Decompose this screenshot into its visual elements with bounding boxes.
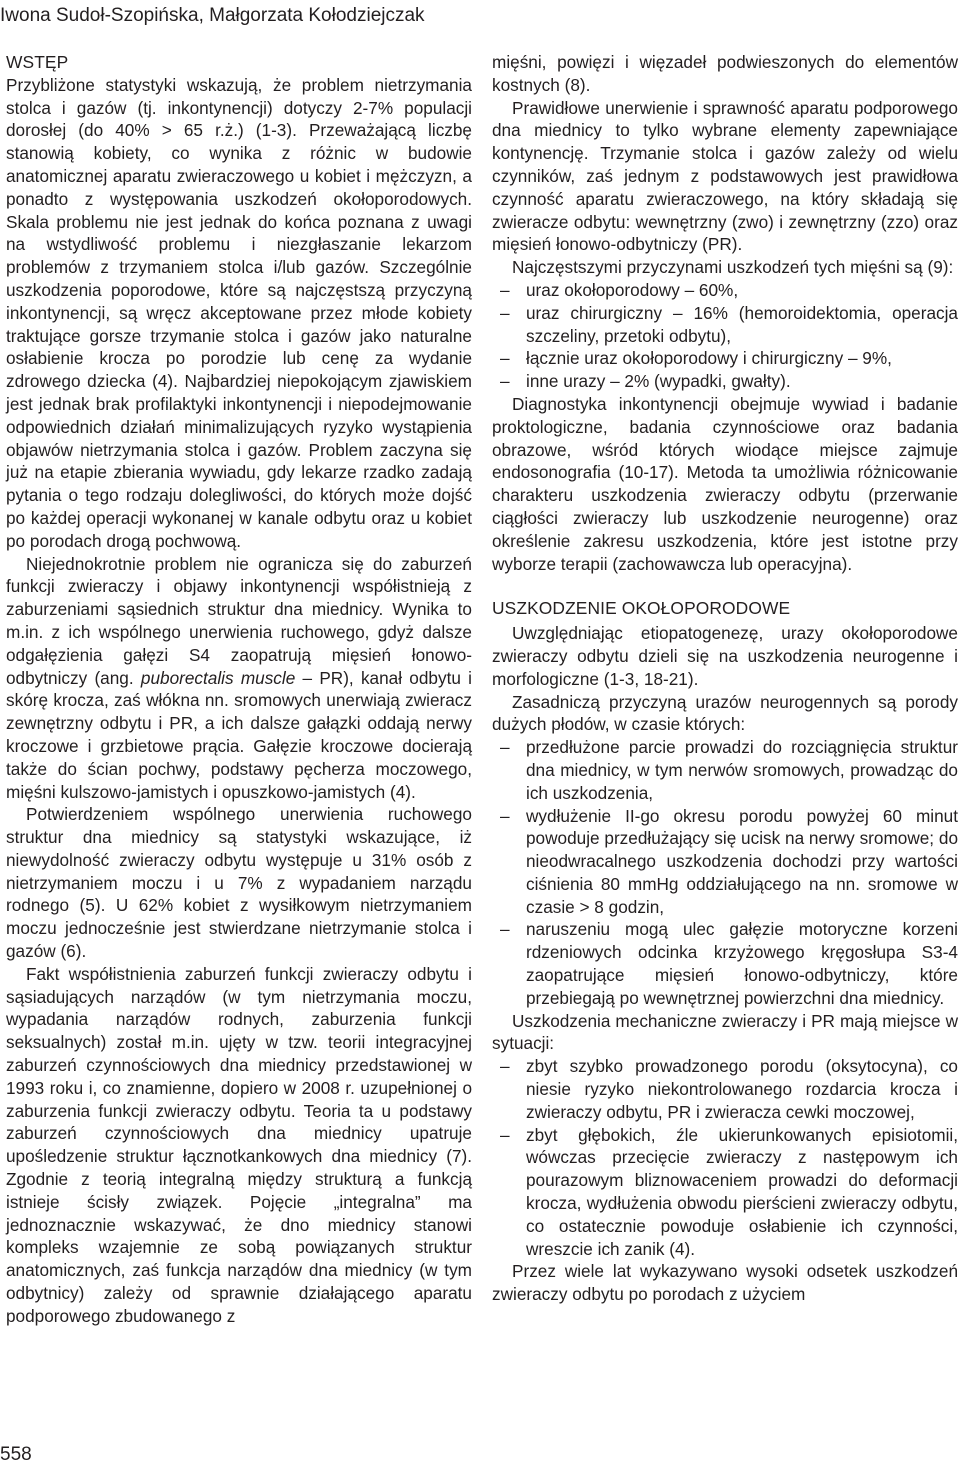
paragraph: Przez wiele lat wykazywano wysoki odsetek uszkodzeń zwieraczy odbytu po porodach z użyciem: [492, 1261, 958, 1305]
neurogenic-list: [492, 736, 958, 1010]
paragraph: Diagnostyka inkontynencji obejmuje wywiad i badanie proktologiczne, badania czynnościowe oraz badania obrazowe, wśród których wiodące miejsce zajmuje endosonografia (10-17). Metoda ta umożliwia różnicowanie charakteru uszkodzenia zwieraczy odbytu (przerwanie ciągłości zwieraczy lub uszkodzenie neurogenne) oraz określenie zakresu uszkodzenia, które jest istotne przy wyborze terapii (zachowawcza lub operacyjna).: [492, 393, 958, 574]
list-item: – naruszeniu mogą ulec gałęzie motoryczne korzeni rdzeniowych odcinka krzyżowego kręgosłupa S3-4 zaopatrujące mięsień łonowo-odbytniczy, które przebiegają po wewnętrznej powierzchni dna miednicy.: [500, 919, 958, 1008]
list-item: – zbyt szybko prowadzonego porodu (oksytocyna), co niesie ryzyko niekontrolowanego rozdarcia krocza i zwieraczy odbytu, PR i zwieracza cewki moczowej,: [500, 1056, 958, 1122]
text-run: – PR), kanał odbytu i skórę krocza, zaś włókna nn. sromowych unerwiają zwieracz zewnętrzny odbytu i PR, a ich dalsze gałązki oddają nerwy kroczowe i grzbietowe prącia. Gałęzie kroczowe docierają także do ścian pochwy, podstawy pęcherza moczowego, mięśni kulszowo-jamistych i opuszkowo-jamistych (4).: [6, 667, 472, 802]
list-item: – zbyt głębokich, źle ukierunkowanych episiotomii, wówczas przecięcie zwieraczy z następowym ich pourazowym bliznowaceniem prowadzi do deformacji krocza, wydłużenia obwodu pierścieni zwieraczy odbytu, co ostatecznie powoduje osłabienie ich czynności, wreszcie ich zanik (4).: [500, 1124, 958, 1259]
italic-term: puborectalis muscle: [140, 667, 296, 688]
paragraph: Potwierdzeniem wspólnego unerwienia ruchowego struktur dna miednicy są statystyki wskazujące, iż niewydolność zwieraczy odbytu występuje u 31% osób z nietrzymaniem moczu i u 7% z wypadaniem narządu rodnego (5). U 62% kobiet z wysiłkowym nietrzymaniem moczu jednocześnie jest stwierdzane nietrzymanie stolca i gazów (6).: [6, 804, 472, 962]
left-column: [6, 51, 472, 1328]
list-item: – uraz chirurgiczny – 16% (hemoroidektomia, operacja szczeliny, przetoki odbytu),: [500, 302, 958, 346]
text-run: Niejednokrotnie problem nie ogranicza się do zaburzeń funkcji zwieraczy i objawy inkontynencji współistnieją z zaburzeniami sąsiednich struktur dna miednicy. Wynika to m.in. z ich wspólnego unerwienia ruchowego, gdyż dalsze odgałęzienia gałęzi S4 zaopatrują mięsień łonowo-odbytniczy (ang.: [6, 553, 472, 688]
page-number: 558: [0, 1444, 32, 1465]
list-item: – przedłużone parcie prowadzi do rozciągnięcia struktur dna miednicy, w tym nerwów sromowych, prowadząc do ich uszkodzenia,: [500, 737, 958, 803]
paragraph: Zasadniczą przyczyną urazów neurogennych są porody dużych płodów, w czasie których:: [492, 691, 958, 735]
list-item: – łącznie uraz okołoporodowy i chirurgiczny – 9%,: [500, 348, 892, 369]
mechanical-list: [492, 1055, 958, 1260]
paragraph: Najczęstszymi przyczynami uszkodzeń tych mięśni są (9):: [512, 257, 954, 278]
paragraph: Uwzględniając etiopatogenezę, urazy okołoporodowe zwieraczy odbytu dzieli się na uszkodzenia neurogenne i morfologiczne (1-3, 18-21).: [492, 623, 958, 689]
paragraph: Fakt współistnienia zaburzeń funkcji zwieraczy odbytu i sąsiadujących narządów (w tym nietrzymania moczu, wypadania narządów rodnych, zaburzenia funkcji seksualnych) został m.in. ujęty w tzw. teorii integracyjnej zaburzeń czynnościowych dna miednicy przedstawionej w 1993 roku i, co znamienne, dopiero w 2008 r. uzupełnionej o zaburzenia funkcji zwieraczy odbytu. Teoria ta u podstawy zaburzeń czynnościowych dna miednicy upatruje upośledzenie struktur łącznotkankowych dna miednicy (7). Zgodnie z teorią integralną między strukturą a funkcją istnieje ścisły związek. Pojęcie „integralna” ma jednoznacznie wskazywać, że dno miednicy stanowi kompleks wzajemnie ze sobą powiązanych struktur anatomicznych, zaś funkcja narządów dna miednicy (w tym odbytnicy) zależy od sprawnie działającego aparatu podporowego zbudowanego z: [6, 963, 472, 1326]
list-item: – inne urazy – 2% (wypadki, gwałty).: [500, 371, 791, 392]
paragraph: [6, 553, 472, 804]
list-item: – uraz okołoporodowy – 60%,: [500, 279, 739, 300]
section-heading-intro: WSTĘP: [6, 52, 69, 72]
right-column: [492, 51, 958, 1306]
paragraph: Przybliżone statystyki wskazują, że problem nietrzymania stolca i gazów (tj. inkontynencji) dotyczy 2-7% populacji dorosłej (do 40% > 65 r.ż.) (1-3). Przeważającą liczbę stanowią kobiety, co wynika z różnic w budowie anatomicznej aparatu zwieraczowego u kobiet i mężczyzn, a ponadto z występowania uszkodzeń okołoporodowych. Skala problemu nie jest jednak do końca poznana z uwagi na wstydliwość problemu i niezgłaszanie lekarzom problemów z trzymaniem stolca i/lub gazów. Szczególnie uszkodzenia poporodowe, które są najczęstszą przyczyną inkontynencji, są wręcz akceptowane przez młode kobiety traktujące gorsze trzymanie stolca i gazów jako naturalne osłabienie krocza po porodzie lub cenę za wydanie zdrowego dziecka (4). Najbardziej niepokojącym zjawiskiem jest jednak brak profilaktyki inkontynencji i niepodejmowanie odpowiednich działań minimalizujących ryzyko wystąpienia objawów nietrzymania stolca i gazów. Problem zaczyna się już na etapie zbierania wywiadu, gdy lekarze rzadko zadają pytania o tego rodzaju dolegliwości, do których może dojść po każdej operacji wykonanej w kanale odbytu oraz u kobiet po porodach drogą pochwową.: [6, 74, 472, 551]
paragraph: Prawidłowe unerwienie i sprawność aparatu podporowego dna miednicy to tylko wybrane elementy zapewniające kontynencję. Trzymanie stolca i gazów zależy od wielu czynników, zaś jednym z podstawowych jest prawidłowa czynność aparatu zwieraczowego, na który składają się zwieracze odbytu: wewnętrzny (zwo) i zewnętrzny (zzo) oraz mięsień łonowo-odbytniczy (PR).: [492, 97, 958, 255]
paragraph: Uszkodzenia mechaniczne zwieraczy i PR mają miejsce w sytuacji:: [492, 1010, 958, 1054]
paragraph: mięśni, powięzi i więzadeł podwieszonych do elementów kostnych (8).: [492, 52, 958, 95]
list-item: – wydłużenie II-go okresu porodu powyżej 60 minut powoduje przedłużający się ucisk na nerwy sromowe; do nieodwracalnego uszkodzenia dochodzi przy wartości ciśnienia 80 mmHg oddziałującego na nn. sromowe w czasie > 8 godzin,: [500, 805, 958, 917]
causes-list: [492, 279, 958, 393]
running-header: Iwona Sudoł-Szopińska, Małgorzata Kołodziejczak: [0, 5, 425, 26]
section-heading-perinatal: USZKODZENIE OKOŁOPORODOWE: [492, 598, 791, 619]
